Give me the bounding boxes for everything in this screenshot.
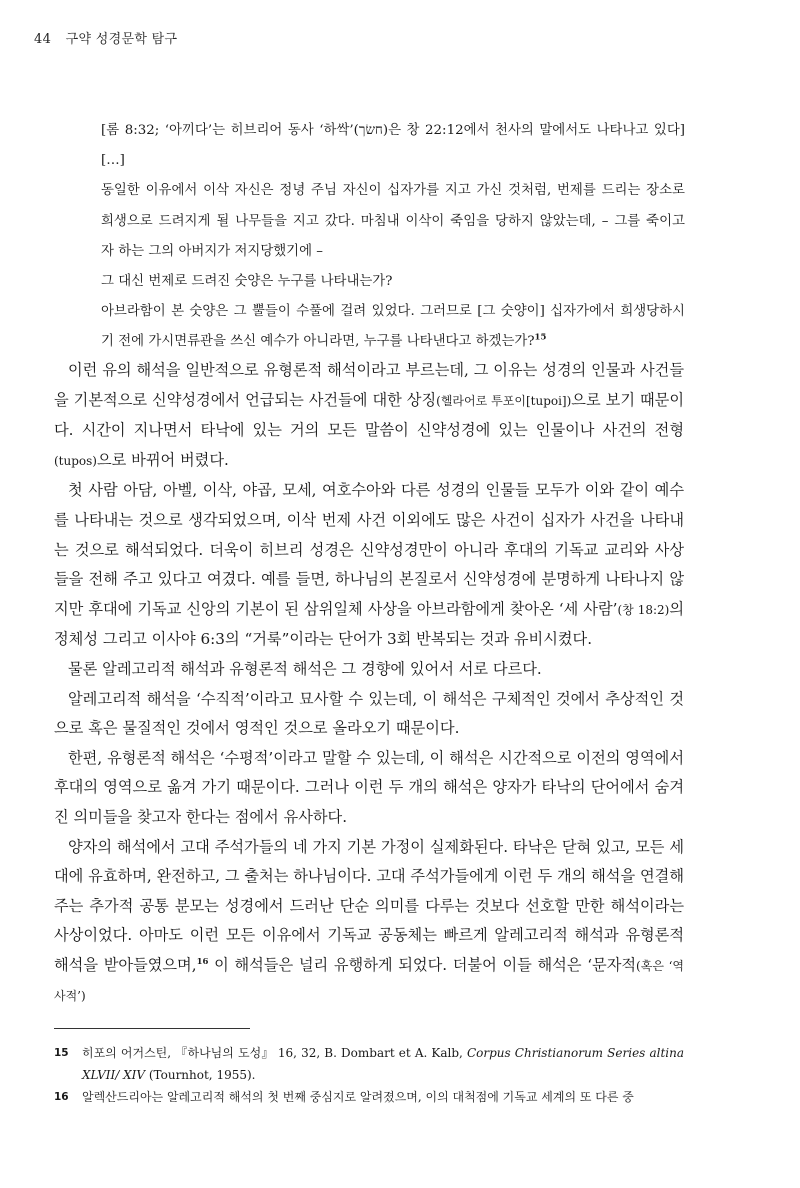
paragraph-text: 이 해석들은 널리 유행하게 되었다. 더불어 이들 해석은 ‘문자적 [208,955,637,974]
footnote-16 [54,1086,684,1108]
quote-line: 그 대신 번제로 드려진 숫양은 누구를 나타내는가? [101,274,393,290]
footnote-divider [54,1028,250,1029]
footnote-15 [54,1042,684,1086]
paragraph: 알레고리적 해석을 ‘수직적’이라고 묘사할 수 있는데, 이 해석은 구체적인 것에서 추상적인 것으로 혹은 물질적인 것에서 영적인 것으로 올라오기 때문이다. [54,689,684,738]
book-title: 구약 성경문학 탐구 [65,32,178,47]
footnotes [54,1042,684,1108]
paragraph [54,356,684,476]
gloss: (헬라어로 투포이[tupoi]) [436,393,572,408]
quote-line-last [101,327,685,357]
paragraph-text: 의 정체성 그리고 이사야 6:3의 “거룩”이라는 단어가 3회 반복되는 것과 유비시켰다. [54,599,685,649]
quote-line: 동일한 이유에서 이삭 자신은 정녕 주님 자신이 십자가를 지고 가신 것처럼, 번제를 드리는 장소로 [101,183,685,199]
paragraph-text: 이런 유의 해석을 일반적으로 유형론적 해석이라고 부르는데, 그 이유는 성경의 인물과 사건들을 기본적으로 신약성경에서 언급되는 사건들에 대한 상징 [54,361,684,409]
footnote-number: 16 [54,1091,69,1103]
footnote-text [82,1042,684,1086]
footnote-text: 알렉산드리아는 알레고리적 해석의 첫 번째 중심지로 알려졌으며, 이의 대척점에 기독교 세계의 또 다른 중 [82,1090,634,1104]
quote-line: 희생으로 드려지게 될 나무들을 지고 갔다. 마침내 이삭이 죽임을 당하지 않았는데, – 그를 죽이고 [101,213,685,229]
gloss: (tupos) [54,453,97,468]
paragraph-text: 첫 사람 아담, 아벨, 이삭, 야곱, 모세, 여호수아와 다른 성경의 인물들 모두가 이와 같이 예수를 나타내는 것으로 생각되었으며, 이삭 번제 사건 이외에도 많은 사건이 십자가 사건을 나타내는 것으로 해석되었다. 더욱이 히브리 성경은 신약성경만이 아니라 후대의 기독교 교리와 사상들을 전해 주고 있다고 여겼다. 예를 들면, 하나님의 본질로서 신약성경에 분명하게 나타나지 않지만 후대에 기독교 신앙의 기본이 된 삼위일체 사상을 아브라함에게 찾아온 ‘세 사람’ [54,481,684,618]
paragraph-text: 으로 바뀌어 버렸다. [96,450,229,469]
paragraph-text: 양자의 해석에서 고대 주석가들의 네 가지 기본 가정이 실제화된다. 타낙은 닫혀 있고, 모든 세대에 유효하며, 완전하고, 그 출처는 하나님이다. 고대 주석가들에게 이런 두 개의 해석을 연결해 주는 추가적 공통 분모는 성경에서 드러난 단순 의미를 다루는 것보다 선호할 만한 해석이라는 사상이었다. 아마도 이런 모든 이유에서 기독교 공동체는 빠르게 알레고리적 해석과 유형론적 해석을 받아들였으며, [54,837,684,974]
paragraph: 한편, 유형론적 해석은 ‘수평적’이라고 말할 수 있는데, 이 해석은 시간적으로 이전의 영역에서 후대의 영역으로 옮겨 가기 때문이다. 그러나 이런 두 개의 해석은 양자가 타낙의 단어에서 숨겨진 의미들을 찾고자 한다는 점에서 유사하다. [54,748,684,826]
footnote-text-part: (Tournhot, 1955). [145,1068,256,1082]
paragraph: 물론 알레고리적 해석과 유형론적 해석은 그 경향에 있어서 서로 다르다. [68,659,542,678]
gloss: (혹은 ‘역사적’) [54,958,684,1004]
footnote-work-title: Corpus Christianorum Series altina XLVII/ XIV [82,1046,684,1082]
footnote-ref-16[interactable]: 16 [196,956,209,967]
footnote-text-part: 히포의 어거스틴, 『하나님의 도성』 16, 32, B. Dombart et A. Kalb, [82,1046,467,1060]
footnote-number: 15 [54,1047,69,1059]
quote-line: 자 하는 그의 아버지가 저지당했기에 – [101,243,324,259]
running-head [34,28,177,47]
quote-line: 아브라함이 본 숫양은 그 뿔들이 수풀에 걸려 있었다. 그러므로 [그 숫양이] 십자가에서 희생당하시 [101,304,685,320]
paragraph-text: 으로 보기 때문이다. 시간이 지나면서 타낙에 있는 거의 모든 말씀이 신약성경에 있는 인물이나 사건의 전형 [54,390,685,440]
page-number: 44 [34,32,52,47]
quote-text: 기 전에 가시면류관을 쓰신 예수가 아니라면, 누구를 나타낸다고 하겠는가? [101,334,535,350]
footnote-ref-15[interactable]: 15 [534,332,547,343]
paragraph [54,476,684,655]
block-quote [101,116,685,358]
paragraph [54,833,684,1013]
quote-line: [롬 8:32; ‘아끼다’는 히브리어 동사 ‘하싹’(חשׂך)은 창 22:12에서 천사의 말에서도 나타나고 있다] […] [101,123,685,169]
body-text [54,356,684,1012]
gloss: (창 18:2) [617,602,670,617]
